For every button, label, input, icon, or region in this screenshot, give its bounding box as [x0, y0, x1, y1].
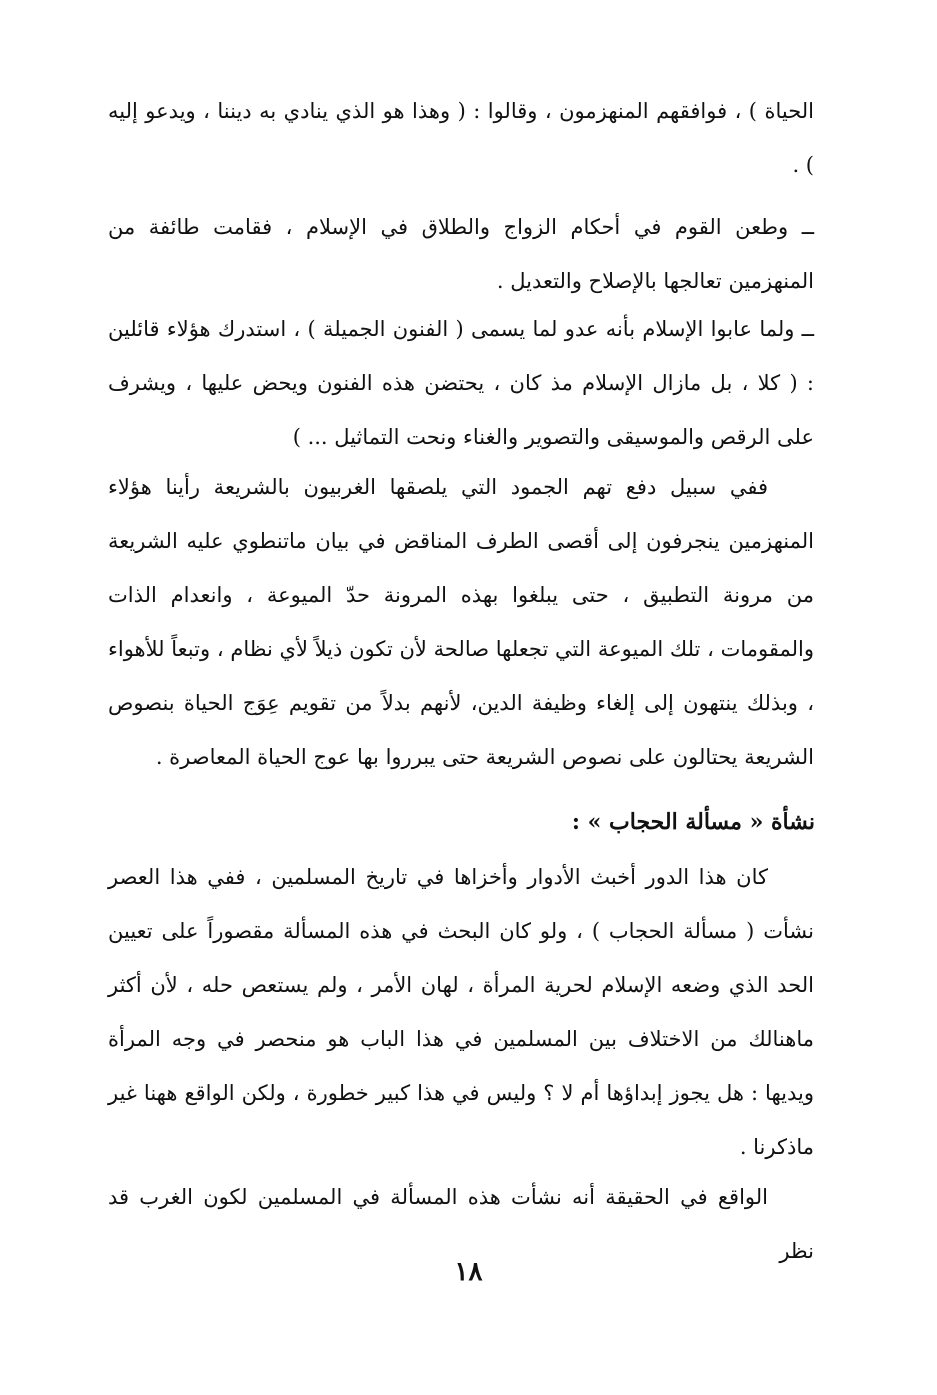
- paragraph-2: ــ وطعن القوم في أحكام الزواج والطلاق في الإسلام ، فقامت طائفة من المنهزمين تعالجها بالإصلاح والتعديل .: [108, 215, 814, 293]
- paragraph-6: الواقع في الحقيقة أنه نشأت هذه المسألة في المسلمين لكون الغرب قد نظر: [108, 1185, 814, 1263]
- section-heading: نشأة « مسألة الحجاب » :: [571, 809, 815, 835]
- paragraph-5: كان هذا الدور أخبث الأدوار وأخزاها في تاريخ المسلمين ، ففي هذا العصر نشأت ( مسألة الحجاب ) ، ولو كان البحث في هذه المسألة مقصوراً على تعيين الحد الذي وضعه الإسلام لحرية المرأة ، لهان الأمر ، ولم يستعص حله ، لأن أكثر ماهنالك من الاختلاف بين المسلمين في هذا الباب هو منحصر في وجه المرأة ويديها : هل يجوز إبداؤها أم لا ؟ وليس في هذا كبير خطورة ، ولكن الواقع ههنا غير ماذكرنا .: [108, 865, 814, 1159]
- paragraph-3: ــ ولما عابوا الإسلام بأنه عدو لما يسمى ( الفنون الجميلة ) ، استدرك هؤلاء قائلين : ( كلا ، بل مازال الإسلام مذ كان ، يحتضن هذه الفنون ويحض عليها ، ويشرف على الرقص والموسيقى والتصوير والغناء ونحت التماثيل ... ): [108, 317, 814, 449]
- paragraph-1: الحياة ) ، فوافقهم المنهزمون ، وقالوا : ( وهذا هو الذي ينادي به ديننا ، ويدعو إليه ) .: [108, 99, 814, 177]
- page-number: ١٨: [454, 1257, 483, 1287]
- paragraph-4: ففي سبيل دفع تهم الجمود التي يلصقها الغربيون بالشريعة رأينا هؤلاء المنهزمين ينجرفون إلى أقصى الطرف المناقض في بيان ماتنطوي عليه الشريعة من مرونة التطبيق ، حتى يبلغوا بهذه المرونة حدّ الميوعة ، وانعدام الذات والمقومات ، تلك الميوعة التي تجعلها صالحة لأن تكون ذيلاً لأي نظام ، وتبعاً للأهواء ، وبذلك ينتهون إلى إلغاء وظيفة الدين، لأنهم بدلاً من تقويم عِوَج الحياة بنصوص الشريعة يحتالون على نصوص الشريعة حتى يبرروا بها عوج الحياة المعاصرة .: [108, 475, 814, 769]
